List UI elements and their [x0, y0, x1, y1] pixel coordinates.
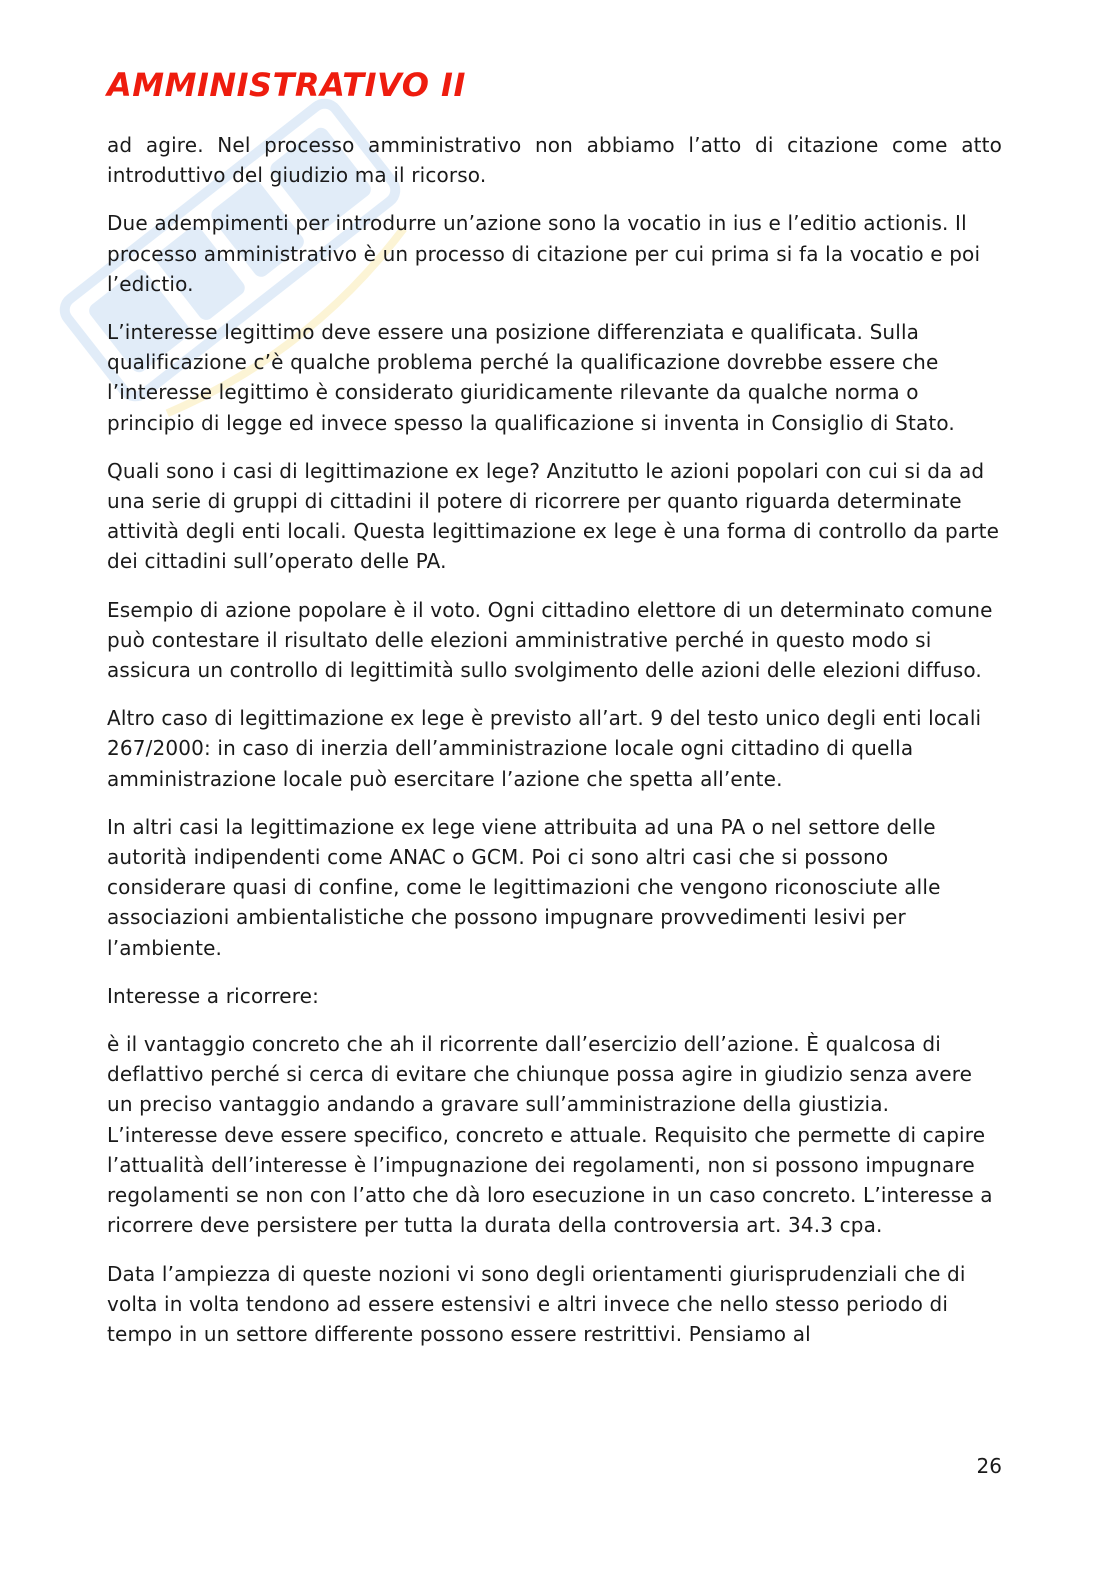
page-header-title: AMMINISTRATIVO II	[107, 66, 466, 104]
paragraph: Quali sono i casi di legittimazione ex lege? Anzitutto le azioni popolari con cui si da ad una serie di gruppi di cittadini il potere di ricorrere per quanto riguarda determinate attività degli enti locali. Questa legittimazione ex lege è una forma di controllo da parte dei cittadini sull’operato delle PA.	[107, 458, 1000, 574]
paragraph: ad agire. Nel processo amministrativo non abbiamo l’atto di citazione come atto introduttivo del giudizio ma il ricorso.	[107, 133, 1002, 188]
paragraph: In altri casi la legittimazione ex lege viene attribuita ad una PA o nel settore delle autorità indipendenti come ANAC o GCM. Poi ci sono altri casi che si possono considerare quasi di confine, come le legittimazioni che vengono riconosciute alle associazioni ambientalistiche che possono impugnare provvedimenti lesivi per l’ambiente.	[107, 814, 941, 960]
page-number: 26	[976, 1454, 1002, 1478]
paragraph: Data l’ampiezza di queste nozioni vi sono degli orientamenti giurisprudenziali che di volta in volta tendono ad essere estensivi e altri invece che nello stesso periodo di tempo in un settore differente possono essere restrittivi. Pensiamo al	[107, 1261, 966, 1346]
paragraph: Esempio di azione popolare è il voto. Ogni cittadino elettore di un determinato comune può contestare il risultato delle elezioni amministrative perché in questo modo si assicura un controllo di legittimità sullo svolgimento delle azioni delle elezioni diffuso.	[107, 597, 993, 683]
paragraph: Due adempimenti per introdurre un’azione sono la vocatio in ius e l’editio actionis. Il processo amministrativo è un processo di citazione per cui prima si fa la vocatio e poi l’edictio.	[107, 211, 981, 296]
paragraph: Altro caso di legittimazione ex lege è previsto all’art. 9 del testo unico degli enti locali 267/2000: in caso di inerzia dell’amministrazione locale ogni cittadino di quella amministrazione locale può esercitare l’azione che spetta all’ente.	[107, 706, 982, 791]
paragraph: Interesse a ricorrere:	[107, 983, 320, 1008]
paragraph: L’interesse legittimo deve essere una posizione differenziata e qualificata. Sulla qualificazione c’è qualche problema perché la qualificazione dovrebbe essere che l’interesse legittimo è considerato giuridicamente rilevante da qualche norma o principio di legge ed invece spesso la qualificazione si inventa in Consiglio di Stato.	[107, 320, 955, 435]
paragraph: è il vantaggio concreto che ah il ricorrente dall’esercizio dell’azione. È qualcosa di deflattivo perché si cerca di evitare che chiunque possa agire in giudizio senza avere un preciso vantaggio andando a gravare sull’amministrazione della giustizia. L’interesse deve essere specifico, concreto e attuale. Requisito che permette di capire l’attualità dell’interesse è l’impugnazione dei regolamenti, non si possono impugnare regolamenti se non con l’atto che dà loro esecuzione in un caso concreto. L’interesse a ricorrere deve persistere per tutta la durata della controversia art. 34.3 cpa.	[107, 1032, 993, 1238]
document-body	[107, 130, 1002, 1367]
